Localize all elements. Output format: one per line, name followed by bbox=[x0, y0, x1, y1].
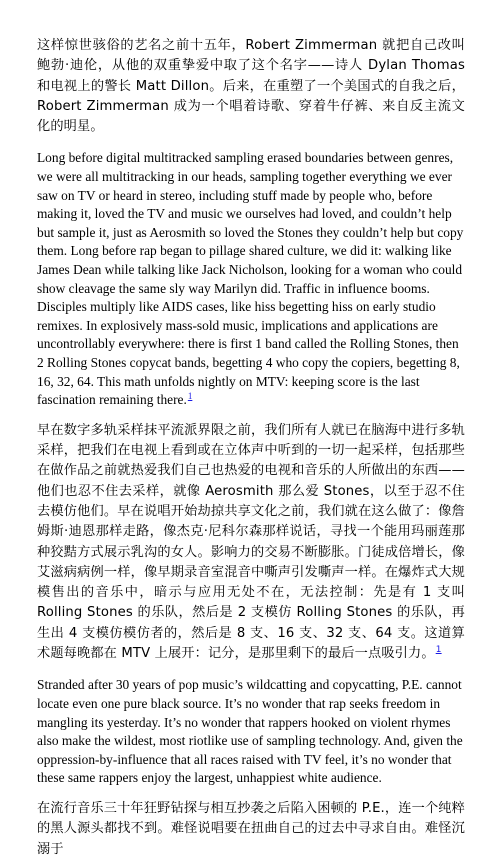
paragraph-zh-1 bbox=[37, 36, 465, 137]
paragraph-text: Long before digital multitracked sampling erased boundaries between genres, we were all multitracking in our heads, sampling together everything we ever saw on TV or heard in stereo, including stuff made by people who, before making it, loved the TV and music we ourselves had loved, and couldn’t help but sample it, just as Aerosmith so loved the Stones they couldn’t help but copy them. Long before rap began to pillage shared culture, we did it: walking like James Dean while talking like Jack Nicholson, looking for a woman who could show cleavage the same sly way Marilyn did. Traffic in influence booms. Disciples multiply like AIDS cases, like hiss begetting hiss on early studio remixes. In explosively mass-sold music, implications and applications are uncontrollably everywhere: there is first 1 band called the Rolling Stones, then 2 Rolling Stones copycat bands, begetting 4 who copy the copiers, begetting 8, 16, 32, 64. This math unfolds nightly on MTV: keeping score is the last fascination remaining there. bbox=[37, 150, 464, 408]
paragraph-text: 早在数字多轨采样抹平流派界限之前，我们所有人就已在脑海中进行多轨采样，把我们在电视上看到或在立体声中听到的一切一起采样，包括那些在做作品之前就热爱我们自己也热爱的电视和音乐的人所做出的东西——他们也忍不住去采样，就像 Aerosmith 那么爱 Stones，以至于忍不住去模仿他们。早在说唱开始劫掠共享文化之前，我们就在这么做了：像詹姆斯·迪恩那样走路，像杰克·尼科尔森那样说话，寻找一个能用玛丽莲那种狡黠方式展示乳沟的女人。影响力的交易不断膨胀。门徒成倍增长，像艾滋病病例一样，像早期录音室混音中嘶声引发嘶声一样。在爆炸式大规模售出的音乐中，暗示与应用无处不在，无法控制：先是有 1 支叫 Rolling Stones 的乐队，然后是 2 支模仿 Rolling Stones 的乐队，再生出 4 支模仿模仿者的，然后是 8 支、16 支、32 支、64 支。这道算术题每晚都在 MTV 上展开：记分，是那里剩下的最后一点吸引力。 bbox=[37, 422, 465, 662]
paragraph-text: 在流行音乐三十年狂野钻探与相互抄袭之后陷入困顿的 P.E.，连一个纯粹的黑人源头都找不到。难怪说唱要在扭曲自己的过去中寻求自由。难怪沉溺于 bbox=[37, 800, 465, 857]
paragraph-gap bbox=[37, 664, 465, 676]
footnote-link[interactable]: 1 bbox=[435, 644, 442, 655]
paragraph-gap bbox=[37, 137, 465, 149]
paragraph-gap bbox=[37, 788, 465, 799]
paragraph-text: 这样惊世骇俗的艺名之前十五年，Robert Zimmerman 就把自己改叫鲍勃·迪伦，从他的双重挚爱中取了这个名字——诗人 Dylan Thomas 和电视上的警长 Matt Dillon。后来，在重塑了一个美国式的自我之后，Robert Zimmerman 成为一个唱着诗歌、穿着牛仔裤、来自反主流文化的明星。 bbox=[37, 38, 465, 135]
paragraph-en-1 bbox=[37, 149, 465, 409]
paragraph-gap bbox=[37, 410, 465, 421]
paragraph-en-2 bbox=[37, 676, 465, 788]
footnote-link[interactable]: 1 bbox=[187, 390, 193, 401]
paragraph-text: Stranded after 30 years of pop music’s wildcatting and copycatting, P.E. cannot locate even one pure black source. It’s no wonder that rap seeks freedom in mangling its yesterday. It’s no wonder that rappers hooked on violent rhymes also make the wildest, most riotlike use of sampling technology. And, given the oppression-by-influence that all races raised with TV feel, it’s no wonder that these same rappers enjoy the largest, unhappiest white audience. bbox=[37, 677, 463, 786]
paragraph-zh-3 bbox=[37, 799, 465, 860]
paragraph-zh-2 bbox=[37, 421, 465, 665]
document-page bbox=[37, 36, 465, 860]
